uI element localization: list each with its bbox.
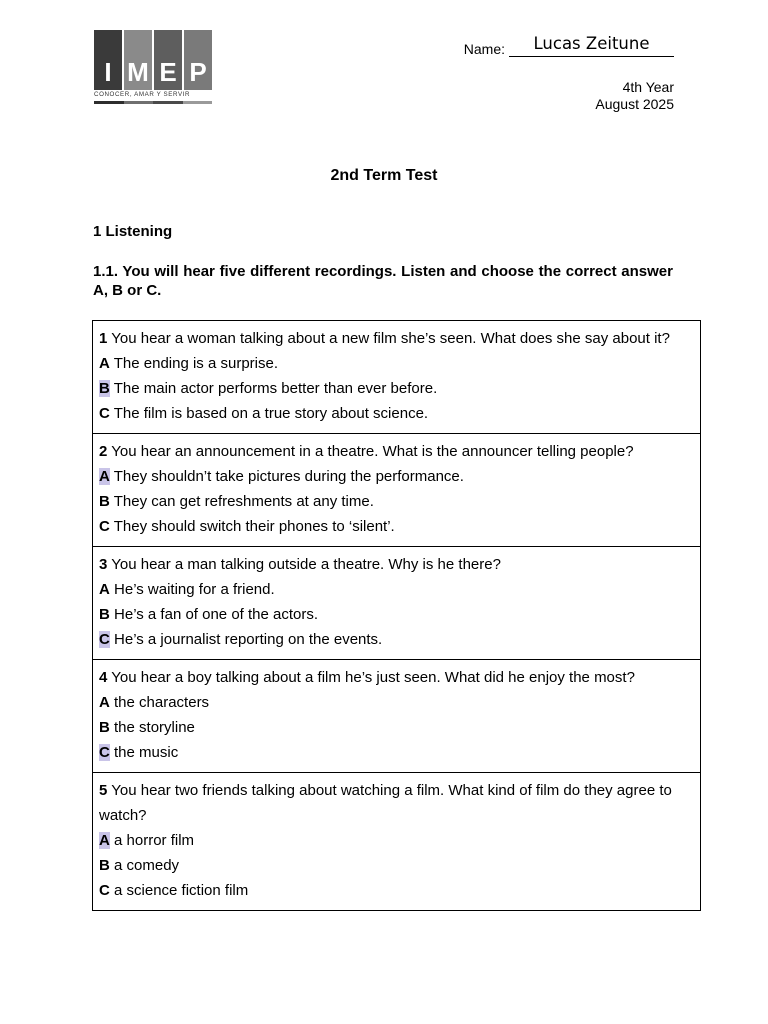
- option-text: The main actor performs better than ever before.: [113, 380, 438, 397]
- option-letter-selected: C: [99, 744, 110, 761]
- option-a[interactable]: [99, 577, 694, 602]
- question-1: [93, 321, 700, 434]
- logo-letter: M: [124, 30, 152, 90]
- questions-table: [92, 320, 701, 911]
- option-letter-selected: A: [99, 468, 110, 485]
- logo-tagline: CONOCER, AMAR Y SERVIR: [94, 91, 191, 98]
- option-c[interactable]: [99, 401, 694, 426]
- question-text: You hear a woman talking about a new film she’s seen. What does she say about it?: [111, 330, 670, 347]
- option-letter-selected: B: [99, 380, 110, 397]
- question-number: 3: [99, 556, 108, 573]
- question-prompt: [99, 552, 694, 577]
- option-letter: A: [99, 355, 110, 372]
- name-label: Name:: [463, 41, 505, 57]
- option-text: the music: [114, 744, 179, 761]
- option-text: a horror film: [114, 832, 195, 849]
- section-title: 1 Listening: [93, 223, 173, 240]
- option-letter-selected: A: [99, 832, 110, 849]
- logo-bar: [94, 101, 212, 104]
- option-letter: C: [99, 405, 110, 422]
- option-letter: B: [99, 493, 110, 510]
- option-b[interactable]: [99, 715, 694, 740]
- option-letter: A: [99, 581, 110, 598]
- logo-letter: I: [94, 30, 122, 90]
- question-3: [93, 547, 700, 660]
- option-text: They should switch their phones to ‘silent’.: [113, 518, 395, 535]
- option-text: He’s a journalist reporting on the events.: [114, 631, 383, 648]
- option-b[interactable]: [99, 489, 694, 514]
- option-b[interactable]: [99, 602, 694, 627]
- school-year: 4th Year: [622, 79, 674, 95]
- question-number: 5: [99, 782, 108, 799]
- option-text: the characters: [114, 694, 210, 711]
- option-text: He’s waiting for a friend.: [114, 581, 275, 598]
- option-letter-selected: C: [99, 631, 110, 648]
- question-text: You hear an announcement in a theatre. What is the announcer telling people?: [111, 443, 634, 460]
- logo-letters: [94, 30, 212, 90]
- question-text: You hear two friends talking about watching a film. What kind of film do they agree to watch?: [99, 782, 672, 824]
- question-number: 2: [99, 443, 108, 460]
- question-prompt: [99, 665, 694, 690]
- logo-letter: P: [184, 30, 212, 90]
- option-letter: B: [99, 857, 110, 874]
- option-a[interactable]: [99, 464, 694, 489]
- question-number: 4: [99, 669, 108, 686]
- test-date: August 2025: [595, 96, 674, 112]
- option-text: the storyline: [114, 719, 195, 736]
- question-2: [93, 434, 700, 547]
- option-a[interactable]: [99, 828, 694, 853]
- option-text: a comedy: [114, 857, 180, 874]
- name-row: [464, 34, 674, 57]
- option-b[interactable]: [99, 853, 694, 878]
- option-text: The ending is a surprise.: [113, 355, 279, 372]
- student-info: [444, 30, 674, 120]
- option-text: They can get refreshments at any time.: [113, 493, 374, 510]
- option-letter: A: [99, 694, 110, 711]
- option-letter: C: [99, 518, 110, 535]
- question-5: [93, 773, 700, 910]
- name-field[interactable]: Lucas Zeitune: [509, 34, 674, 57]
- question-number: 1: [99, 330, 108, 347]
- question-4: [93, 660, 700, 773]
- option-letter: B: [99, 606, 110, 623]
- section-instruction: 1.1. You will hear five different recordings. Listen and choose the correct answer A, B or C.: [93, 263, 673, 299]
- question-prompt: [99, 326, 694, 351]
- option-letter: B: [99, 719, 110, 736]
- option-letter: C: [99, 882, 110, 899]
- option-c[interactable]: [99, 514, 694, 539]
- logo-letter: E: [154, 30, 182, 90]
- option-c[interactable]: [99, 627, 694, 652]
- option-c[interactable]: [99, 740, 694, 765]
- option-text: The film is based on a true story about science.: [113, 405, 429, 422]
- option-c[interactable]: [99, 878, 694, 903]
- option-text: He’s a fan of one of the actors.: [114, 606, 319, 623]
- option-a[interactable]: [99, 351, 694, 376]
- option-text: a science fiction film: [114, 882, 249, 899]
- question-text: You hear a man talking outside a theatre. Why is he there?: [111, 556, 501, 573]
- option-a[interactable]: [99, 690, 694, 715]
- option-text: They shouldn’t take pictures during the performance.: [113, 468, 464, 485]
- question-text: You hear a boy talking about a film he’s just seen. What did he enjoy the most?: [111, 669, 635, 686]
- option-b[interactable]: [99, 376, 694, 401]
- page-title: 2nd Term Test: [330, 167, 438, 184]
- question-prompt: [99, 439, 694, 464]
- school-logo: [94, 30, 212, 106]
- question-prompt: [99, 778, 694, 828]
